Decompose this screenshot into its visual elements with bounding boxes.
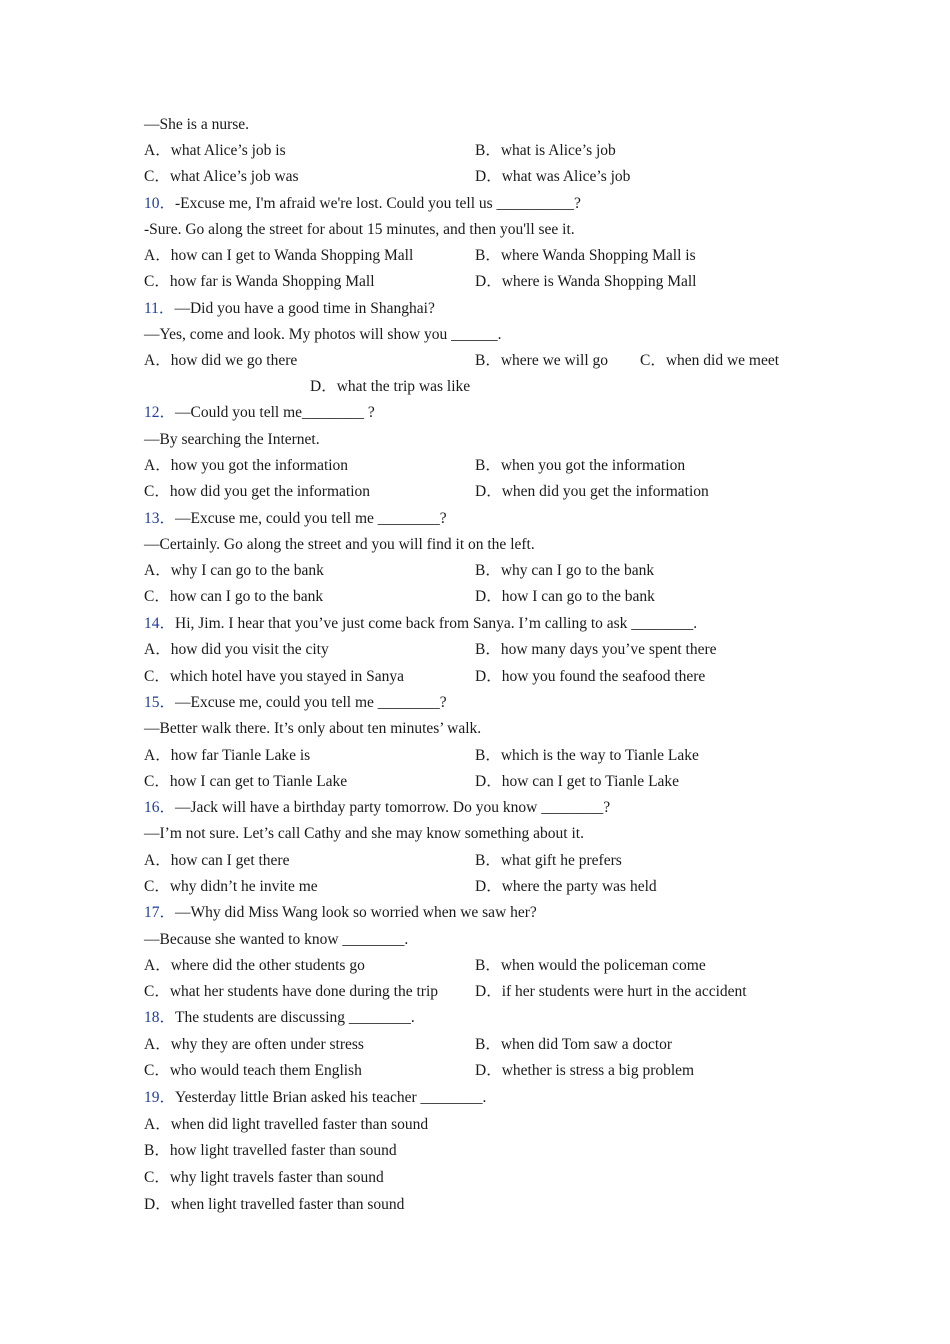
- q10-number: 10．: [144, 195, 176, 212]
- q16-option-b: B．what gift he prefers: [475, 852, 622, 869]
- q11-option-c: C．when did we meet: [640, 352, 780, 369]
- q13-option-d: D．how I can go to the bank: [475, 588, 655, 605]
- q15-stem: —Excuse me, could you tell me ________?: [175, 694, 447, 711]
- q16-stem-line: [144, 798, 610, 818]
- q14-option-d: D．how you found the seafood there: [475, 668, 706, 685]
- q12-reply: —By searching the Internet.: [144, 431, 320, 448]
- q15-option-d: D．how can I get to Tianle Lake: [475, 773, 680, 790]
- q19-stem-line: [144, 1088, 486, 1108]
- q11-reply: —Yes, come and look. My photos will show you ______.: [144, 326, 502, 343]
- q16-option-a: A．how can I get there: [144, 852, 290, 869]
- q19-option-d: D．when light travelled faster than sound: [144, 1196, 405, 1213]
- q13-option-b: B．why can I go to the bank: [475, 562, 655, 579]
- q14-option-b: B．how many days you’ve spent there: [475, 641, 717, 658]
- q19-stem: Yesterday little Brian asked his teacher ________.: [175, 1089, 487, 1106]
- q18-option-b: B．when did Tom saw a doctor: [475, 1036, 673, 1053]
- q9-answer: —She is a nurse.: [144, 116, 250, 133]
- q16-option-c: C．why didn’t he invite me: [144, 878, 318, 895]
- q18-option-c: C．who would teach them English: [144, 1062, 362, 1079]
- q16-stem: —Jack will have a birthday party tomorrow. Do you know ________?: [175, 799, 611, 816]
- q19-option-b: B．how light travelled faster than sound: [144, 1142, 397, 1159]
- q12-option-d: D．when did you get the information: [475, 483, 709, 500]
- q10-option-b: B．where Wanda Shopping Mall is: [475, 247, 696, 264]
- q13-number: 13．: [144, 510, 176, 527]
- q10-reply: -Sure. Go along the street for about 15 minutes, and then you'll see it.: [144, 221, 575, 238]
- q10-option-c: C．how far is Wanda Shopping Mall: [144, 273, 375, 290]
- q11-option-a: A．how did we go there: [144, 352, 298, 369]
- q9-option-b: B．what is Alice’s job: [475, 142, 616, 159]
- q10-stem: -Excuse me, I'm afraid we're lost. Could you tell us __________?: [175, 195, 581, 212]
- q12-option-b: B．when you got the information: [475, 457, 686, 474]
- q12-stem-line: [144, 403, 375, 423]
- q13-option-c: C．how can I go to the bank: [144, 588, 324, 605]
- q15-number: 15．: [144, 694, 176, 711]
- q13-reply: —Certainly. Go along the street and you will find it on the left.: [144, 536, 535, 553]
- q18-option-a: A．why they are often under stress: [144, 1036, 364, 1053]
- q19-number: 19．: [144, 1089, 176, 1106]
- q10-option-a: A．how can I get to Wanda Shopping Mall: [144, 247, 414, 264]
- q14-option-c: C．which hotel have you stayed in Sanya: [144, 668, 405, 685]
- q10-option-d: D．where is Wanda Shopping Mall: [475, 273, 697, 290]
- q17-stem: —Why did Miss Wang look so worried when we saw her?: [175, 904, 537, 921]
- q12-stem: —Could you tell me________ ?: [175, 404, 375, 421]
- q17-option-d: D．if her students were hurt in the accident: [475, 983, 747, 1000]
- q12-number: 12．: [144, 404, 176, 421]
- q16-option-d: D．where the party was held: [475, 878, 657, 895]
- q13-stem: —Excuse me, could you tell me ________?: [175, 510, 447, 527]
- q17-number: 17．: [144, 904, 176, 921]
- q15-option-c: C．how I can get to Tianle Lake: [144, 773, 348, 790]
- q14-stem-line: [144, 614, 697, 634]
- q11-option-d: D．what the trip was like: [310, 378, 471, 395]
- q18-number: 18．: [144, 1009, 176, 1026]
- q15-stem-line: [144, 693, 447, 713]
- q17-stem-line: [144, 903, 537, 923]
- q11-stem: —Did you have a good time in Shanghai?: [174, 300, 435, 317]
- q11-option-b: B．where we will go: [475, 352, 609, 369]
- q15-reply: —Better walk there. It’s only about ten minutes’ walk.: [144, 720, 482, 737]
- q11-stem-line: [144, 299, 435, 319]
- q17-option-a: A．where did the other students go: [144, 957, 365, 974]
- q18-option-d: D．whether is stress a big problem: [475, 1062, 695, 1079]
- q10-stem-line: [144, 194, 581, 214]
- q13-option-a: A．why I can go to the bank: [144, 562, 324, 579]
- q17-option-b: B．when would the policeman come: [475, 957, 706, 974]
- q9-option-a: A．what Alice’s job is: [144, 142, 286, 159]
- q17-option-c: C．what her students have done during the trip: [144, 983, 439, 1000]
- q14-stem: Hi, Jim. I hear that you’ve just come back from Sanya. I’m calling to ask ________.: [175, 615, 698, 632]
- q15-option-a: A．how far Tianle Lake is: [144, 747, 311, 764]
- q16-number: 16．: [144, 799, 176, 816]
- q19-option-a: A．when did light travelled faster than sound: [144, 1116, 429, 1133]
- q15-option-b: B．which is the way to Tianle Lake: [475, 747, 699, 764]
- q12-option-a: A．how you got the information: [144, 457, 349, 474]
- q11-number: 11．: [144, 300, 175, 317]
- q19-option-c: C．why light travels faster than sound: [144, 1169, 384, 1186]
- q18-stem-line: [144, 1008, 415, 1028]
- q13-stem-line: [144, 509, 447, 529]
- q12-option-c: C．how did you get the information: [144, 483, 371, 500]
- q9-option-c: C．what Alice’s job was: [144, 168, 299, 185]
- q16-reply: —I’m not sure. Let’s call Cathy and she may know something about it.: [144, 825, 584, 842]
- q18-stem: The students are discussing ________.: [175, 1009, 415, 1026]
- q9-option-d: D．what was Alice’s job: [475, 168, 631, 185]
- q14-number: 14．: [144, 615, 176, 632]
- q14-option-a: A．how did you visit the city: [144, 641, 329, 658]
- q17-reply: —Because she wanted to know ________.: [144, 931, 409, 948]
